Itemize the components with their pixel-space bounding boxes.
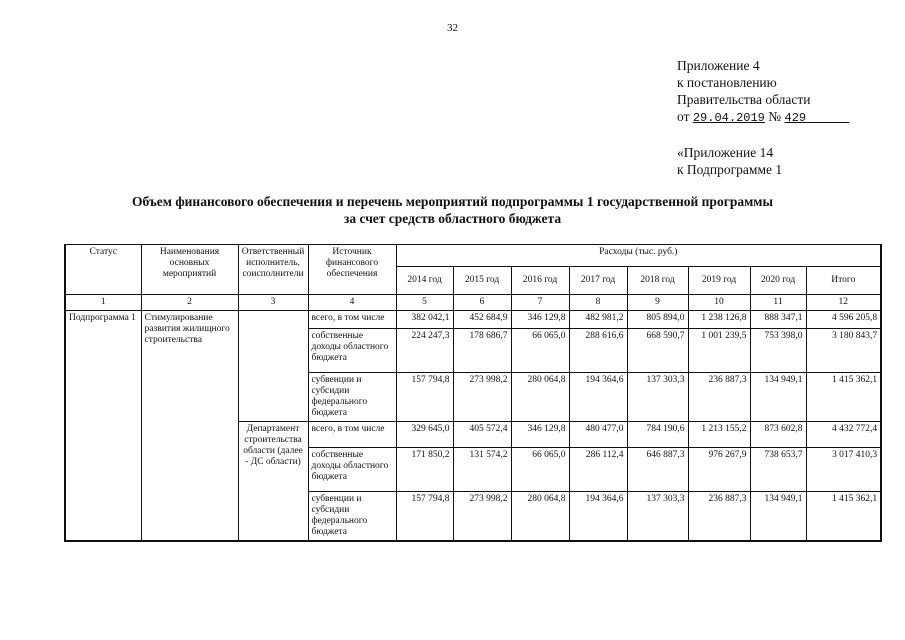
value-cell: 646 887,3	[627, 448, 688, 492]
value-cell: 405 572,4	[453, 422, 511, 448]
value-cell: 273 998,2	[453, 492, 511, 542]
header-year: 2019 год	[688, 267, 750, 295]
value-cell: 178 686,7	[453, 329, 511, 373]
column-number: 8	[569, 295, 627, 311]
value-cell: 224 247,3	[396, 329, 453, 373]
document-title	[0, 193, 905, 227]
value-cell: 273 998,2	[453, 373, 511, 422]
number-sign: №	[768, 109, 782, 124]
responsible-cell	[238, 311, 308, 422]
value-cell: 753 398,0	[750, 329, 806, 373]
value-cell: 382 042,1	[396, 311, 453, 329]
header-responsible: Ответственный исполнитель, соисполнители	[238, 245, 308, 295]
appendix-date-line	[677, 108, 849, 127]
column-number: 7	[511, 295, 569, 311]
value-cell: 286 112,4	[569, 448, 627, 492]
value-cell: 236 887,3	[688, 492, 750, 542]
value-cell: 976 267,9	[688, 448, 750, 492]
column-number: 12	[806, 295, 881, 311]
value-cell: 157 794,8	[396, 373, 453, 422]
value-cell: 329 645,0	[396, 422, 453, 448]
value-cell: 784 190,6	[627, 422, 688, 448]
column-number: 2	[141, 295, 238, 311]
column-number: 6	[453, 295, 511, 311]
value-cell: 4 596 205,8	[806, 311, 881, 329]
value-cell: 873 602,8	[750, 422, 806, 448]
header-year: 2014 год	[396, 267, 453, 295]
value-cell: 4 432 772,4	[806, 422, 881, 448]
appendix-line: Правительства области	[677, 92, 811, 107]
appendix-block	[677, 57, 849, 178]
column-number: 11	[750, 295, 806, 311]
value-cell: 738 653,7	[750, 448, 806, 492]
value-cell: 482 981,2	[569, 311, 627, 329]
appendix-line: «Приложение 14	[677, 145, 774, 160]
appendix-from: от	[677, 109, 690, 124]
header-year: Итого	[806, 267, 881, 295]
header-year: 2017 год	[569, 267, 627, 295]
appendix-line: к Подпрограмме 1	[677, 162, 783, 177]
value-cell: 66 065,0	[511, 329, 569, 373]
source-cell: субвенции и субсидии федерального бюджета	[308, 492, 396, 542]
title-line-2: за счет средств областного бюджета	[343, 211, 562, 226]
header-year: 2020 год	[750, 267, 806, 295]
value-cell: 157 794,8	[396, 492, 453, 542]
value-cell: 134 949,1	[750, 373, 806, 422]
source-cell: всего, в том числе	[308, 311, 396, 329]
value-cell: 66 065,0	[511, 448, 569, 492]
title-line-1: Объем финансового обеспечения и перечень мероприятий подпрограммы 1 государственной программы	[131, 194, 774, 209]
appendix-line: к постановлению	[677, 75, 777, 90]
source-cell: субвенции и субсидии федерального бюджета	[308, 373, 396, 422]
table-row	[65, 311, 881, 329]
value-cell: 171 850,2	[396, 448, 453, 492]
value-cell: 137 303,3	[627, 492, 688, 542]
value-cell: 805 894,0	[627, 311, 688, 329]
appendix-line: Приложение 4	[677, 58, 760, 73]
column-number: 10	[688, 295, 750, 311]
status-cell: Подпрограмма 1	[65, 311, 141, 542]
value-cell: 452 684,9	[453, 311, 511, 329]
value-cell: 480 477,0	[569, 422, 627, 448]
value-cell: 3 017 410,3	[806, 448, 881, 492]
responsible-cell: Департамент строительства области (далее - ДС области)	[238, 422, 308, 542]
value-cell: 1 213 155,2	[688, 422, 750, 448]
value-cell: 194 364,6	[569, 373, 627, 422]
source-cell: всего, в том числе	[308, 422, 396, 448]
page-number: 32	[447, 22, 458, 34]
value-cell: 280 064,8	[511, 373, 569, 422]
value-cell: 131 574,2	[453, 448, 511, 492]
value-cell: 346 129,8	[511, 311, 569, 329]
value-cell: 1 001 239,5	[688, 329, 750, 373]
value-cell: 1 415 362,1	[806, 492, 881, 542]
value-cell: 194 364,6	[569, 492, 627, 542]
header-year: 2015 год	[453, 267, 511, 295]
header-expenses: Расходы (тыс. руб.)	[396, 245, 881, 267]
value-cell: 137 303,3	[627, 373, 688, 422]
value-cell: 236 887,3	[688, 373, 750, 422]
column-number: 1	[65, 295, 141, 311]
financing-table	[64, 244, 882, 542]
column-number: 3	[238, 295, 308, 311]
source-cell: собственные доходы областного бюджета	[308, 329, 396, 373]
activity-name-cell: Стимулирование развития жилищного строительства	[141, 311, 238, 542]
value-cell: 1 238 126,8	[688, 311, 750, 329]
header-year: 2018 год	[627, 267, 688, 295]
header-name: Наименования основных мероприятий	[141, 245, 238, 295]
header-year: 2016 год	[511, 267, 569, 295]
column-number: 9	[627, 295, 688, 311]
value-cell: 288 616,6	[569, 329, 627, 373]
decree-date: 29.04.2019	[692, 111, 765, 125]
column-number: 5	[396, 295, 453, 311]
column-number: 4	[308, 295, 396, 311]
header-status: Статус	[65, 245, 141, 295]
decree-number: 429	[784, 111, 807, 125]
value-cell: 1 415 362,1	[806, 373, 881, 422]
value-cell: 134 949,1	[750, 492, 806, 542]
header-source: Источник финансового обеспечения	[308, 245, 396, 295]
value-cell: 888 347,1	[750, 311, 806, 329]
value-cell: 346 129,8	[511, 422, 569, 448]
source-cell: собственные доходы областного бюджета	[308, 448, 396, 492]
value-cell: 668 590,7	[627, 329, 688, 373]
value-cell: 3 180 843,7	[806, 329, 881, 373]
value-cell: 280 064,8	[511, 492, 569, 542]
